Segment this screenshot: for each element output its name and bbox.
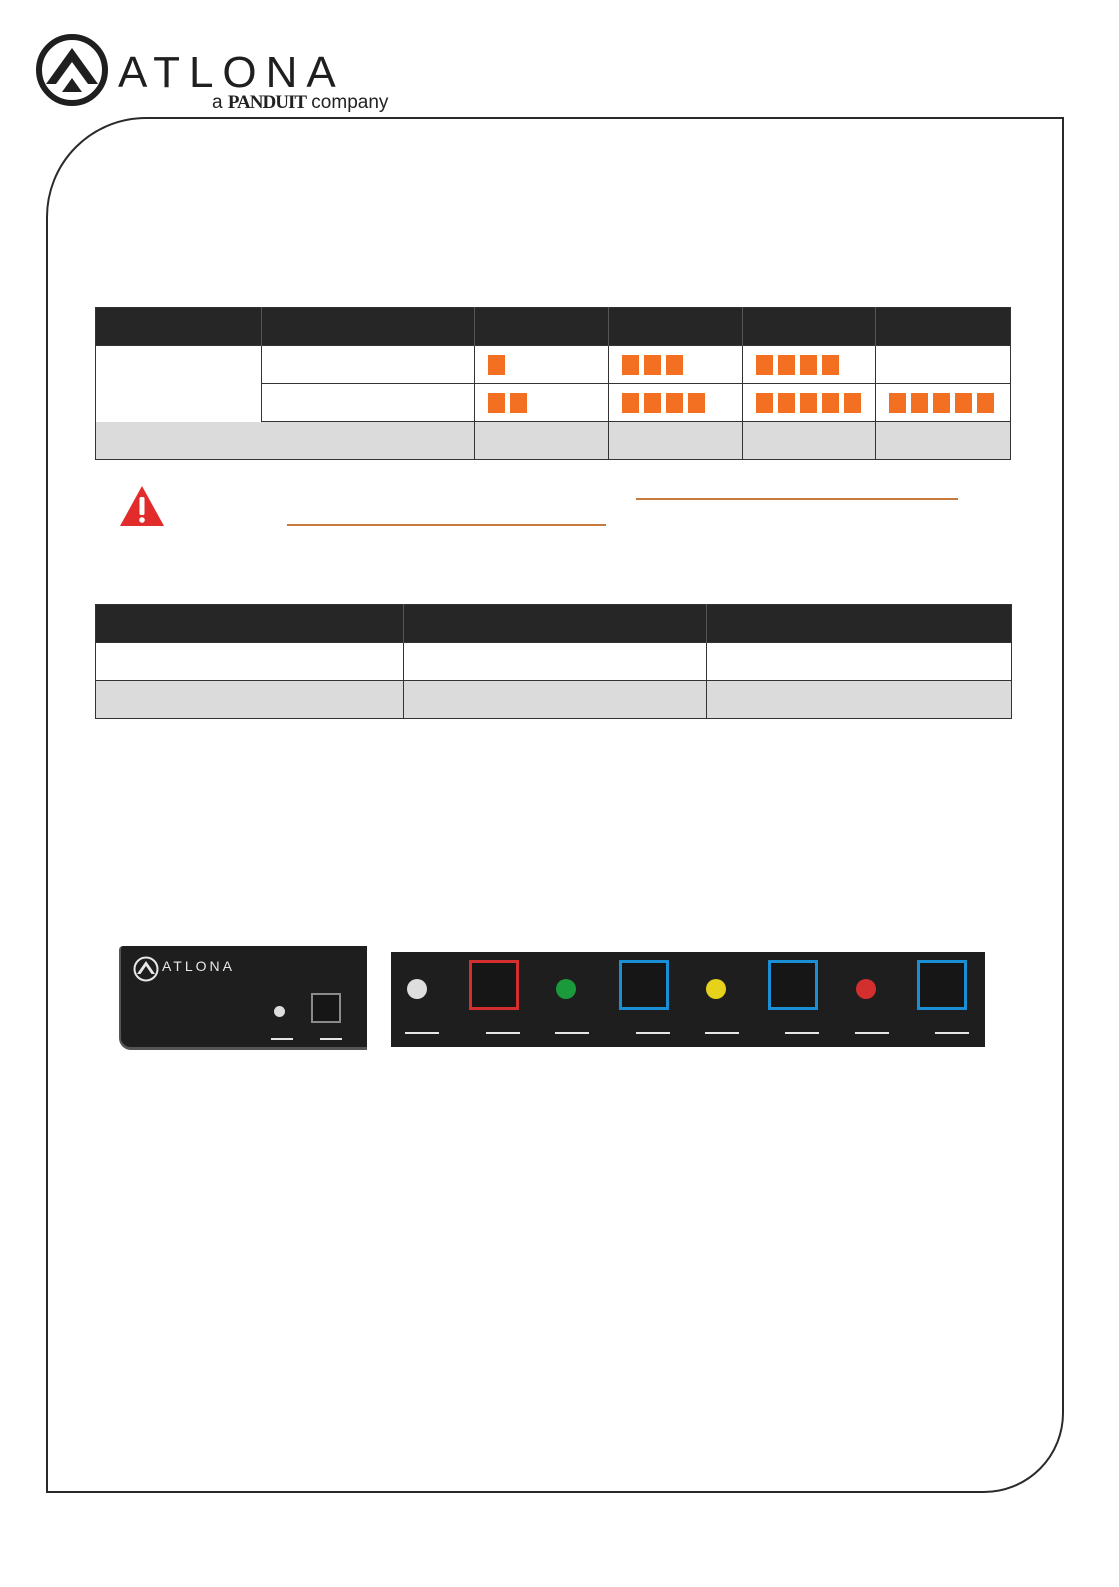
table-cell <box>707 643 1012 681</box>
table-cell <box>875 384 1010 422</box>
table-row <box>96 422 1011 460</box>
header-cell <box>404 605 707 643</box>
orange-block <box>933 393 950 413</box>
orange-block <box>800 355 817 375</box>
block-group <box>609 355 742 375</box>
orange-block <box>488 393 505 413</box>
table-cell <box>404 681 707 719</box>
brand-tagline <box>212 92 388 114</box>
orange-block <box>488 355 505 375</box>
status-led <box>706 979 726 999</box>
table-cell <box>262 346 475 384</box>
table-cell <box>875 346 1010 384</box>
header-cell <box>96 605 404 643</box>
power-led <box>274 1006 285 1017</box>
front-button[interactable] <box>311 993 341 1023</box>
label-line <box>855 1032 889 1034</box>
orange-block <box>955 393 972 413</box>
status-led <box>856 979 876 999</box>
front-logo-text: ATLONA <box>162 958 235 974</box>
table-1 <box>95 307 1011 460</box>
label-line <box>271 1038 293 1040</box>
link-underline[interactable] <box>636 498 958 500</box>
label-line <box>555 1032 589 1034</box>
table-cell <box>475 346 608 384</box>
orange-block <box>622 355 639 375</box>
port-connector[interactable] <box>917 960 967 1010</box>
orange-block <box>756 393 773 413</box>
table-cell <box>262 384 475 422</box>
block-group <box>876 393 1010 413</box>
brand-logo <box>36 34 436 120</box>
label-line <box>705 1032 739 1034</box>
orange-block <box>688 393 705 413</box>
table-cell <box>707 681 1012 719</box>
atlona-logo-icon <box>133 956 159 982</box>
orange-block <box>778 393 795 413</box>
table-cell <box>875 422 1010 460</box>
header-cell <box>262 308 475 346</box>
orange-block <box>889 393 906 413</box>
table-cell <box>404 643 707 681</box>
port-connector[interactable] <box>469 960 519 1010</box>
label-line <box>486 1032 520 1034</box>
table-cell <box>96 346 262 422</box>
port-connector[interactable] <box>619 960 669 1010</box>
table-cell <box>742 346 875 384</box>
table-cell <box>608 346 742 384</box>
orange-block <box>822 393 839 413</box>
block-group <box>475 393 607 413</box>
table-2-header <box>96 605 1012 643</box>
front-panel <box>119 946 367 1050</box>
orange-block <box>844 393 861 413</box>
table-1-header <box>96 308 1011 346</box>
orange-block <box>756 355 773 375</box>
orange-block <box>644 393 661 413</box>
table-2 <box>95 604 1012 719</box>
atlona-logo-icon <box>36 34 108 106</box>
tagline-suffix: company <box>311 92 389 113</box>
header-cell <box>608 308 742 346</box>
block-group <box>743 355 875 375</box>
tagline-brand: PANDUIT <box>227 92 307 113</box>
table-cell <box>608 384 742 422</box>
brand-name: ATLONA <box>118 48 345 97</box>
orange-block <box>510 393 527 413</box>
header-cell <box>875 308 1010 346</box>
orange-block <box>800 393 817 413</box>
orange-block <box>666 393 683 413</box>
table-cell <box>96 643 404 681</box>
link-underline[interactable] <box>287 524 606 526</box>
port-connector[interactable] <box>768 960 818 1010</box>
status-led <box>407 979 427 999</box>
orange-block <box>666 355 683 375</box>
block-group <box>743 393 875 413</box>
table-cell <box>608 422 742 460</box>
header-cell <box>475 308 608 346</box>
table-cell <box>742 384 875 422</box>
table-cell <box>742 422 875 460</box>
table-cell <box>96 422 475 460</box>
table-cell <box>475 422 608 460</box>
orange-block <box>911 393 928 413</box>
table-row <box>96 346 1011 384</box>
orange-block <box>977 393 994 413</box>
block-group <box>475 355 607 375</box>
table-cell <box>96 681 404 719</box>
label-line <box>405 1032 439 1034</box>
status-led <box>556 979 576 999</box>
table-row <box>96 643 1012 681</box>
orange-block <box>622 393 639 413</box>
label-line <box>320 1038 342 1040</box>
header-cell <box>707 605 1012 643</box>
label-line <box>785 1032 819 1034</box>
tagline-prefix: a <box>212 92 223 113</box>
table-cell <box>475 384 608 422</box>
block-group <box>609 393 742 413</box>
orange-block <box>822 355 839 375</box>
orange-block <box>644 355 661 375</box>
table-row <box>96 681 1012 719</box>
label-line <box>935 1032 969 1034</box>
header-cell <box>742 308 875 346</box>
rear-panel <box>391 952 985 1047</box>
warning-triangle-icon <box>118 484 166 528</box>
label-line <box>636 1032 670 1034</box>
header-cell <box>96 308 262 346</box>
orange-block <box>778 355 795 375</box>
